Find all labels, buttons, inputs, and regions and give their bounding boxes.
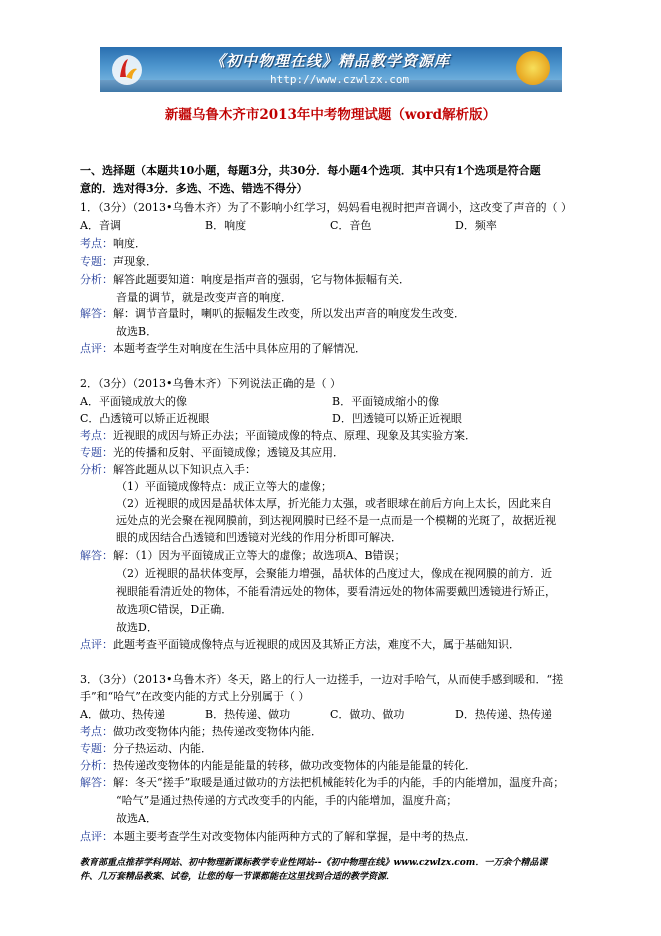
zhuanti-label: 专题： [80,255,113,268]
q2-option-b: B．平面镜成缩小的像 [332,395,440,408]
section-heading-cont: 意的．选对得3分．多选、不选、错选不得分） [80,182,308,195]
header-banner [100,47,562,92]
site-logo-icon [110,53,144,87]
q1-zhuanti [80,254,157,269]
fenxi-label: 分析： [80,273,113,286]
q3-option-c: C．做功、做功 [330,708,405,721]
dianping-text: 本题考查学生对响度在生活中具体应用的了解情况． [113,342,366,355]
dianping-label: 点评： [80,638,113,651]
jieda-label: 解答： [80,307,113,320]
q2-stem: 2．（3分）（2013•乌鲁木齐）下列说法正确的是（ ） [80,377,341,390]
q1-kaodian [80,236,146,251]
q3-option-b: B．热传递、做功 [205,708,291,721]
q1-fenxi [80,272,410,287]
zhuanti-label: 专题： [80,742,113,755]
q3-zhuanti [80,741,212,756]
fenxi-label: 分析： [80,463,113,476]
q2-fenxi-4: 远处点的光会聚在视网膜前，到达视网膜时已经不是一点而是一个模糊的光斑了，故据近视 [116,514,556,527]
q2-zhuanti [80,445,344,460]
q1-option-b: B．响度 [205,219,247,232]
q2-jieda-3: 视眼能看清近处的物体，不能看清远处的物体，要看清远处的物体需要戴凹透镜进行矫正， [116,585,556,598]
q2-jieda-2: （2）近视眼的晶状体变厚，会聚能力增强，晶状体的凸度过大，像成在视网膜的前方．近 [116,567,552,580]
q3-jieda-3: 故选A． [116,812,157,825]
q2-option-a: A．平面镜成放大的像 [80,395,187,408]
q3-stem-cont: 手”和“哈气”在改变内能的方式上分别属于（ ） [80,690,310,703]
section-heading: 一、选择题（本题共10小题，每题3分，共30分．每小题4个选项．其中只有1个选项是符合题 [80,164,541,177]
kaodian-label: 考点： [80,429,113,442]
jieda-label: 解答： [80,776,113,789]
dianping-text: 此题考查平面镜成像特点与近视眼的成因及其矫正方法，难度不大，属于基础知识． [113,638,520,651]
jieda-text: 解：调节音量时，喇叭的振幅发生改变，所以发出声音的响度发生改变． [113,307,465,320]
q3-option-d: D．热传递、热传递 [455,708,552,721]
q1-jieda [80,306,465,321]
q1-jieda-2: 故选B． [116,325,158,338]
q3-fenxi [80,758,476,773]
footer-text-cont: 件、几万套精品教案、试卷，让您的每一节课都能在这里找到合适的教学资源． [80,872,396,882]
fenxi-label: 分析： [80,759,113,772]
zhuanti-text: 分子热运动、内能． [113,742,212,755]
q2-kaodian [80,428,476,443]
zhuanti-text: 声现象． [113,255,157,268]
q2-fenxi-3: （2）近视眼的成因是晶状体太厚，折光能力太强，或者眼球在前后方向上太长，因此来自 [116,497,552,510]
q1-option-a: A．音调 [80,219,121,232]
fenxi-text: 解答此题要知道：响度是指声音的强弱，它与物体振幅有关． [113,273,410,286]
sunflower-icon [516,51,550,85]
jieda-text: 解：冬天“搓手”取暖是通过做功的方法把机械能转化为手的内能，手的内能增加，温度升高； [113,776,565,789]
jieda-text: 解：（1）因为平面镜成正立等大的虚像；故选项A、B错误； [113,549,406,562]
q2-fenxi [80,462,256,477]
dianping-label: 点评： [80,830,113,843]
q2-option-d: D．凹透镜可以矫正近视眼 [332,412,462,425]
q3-jieda-2: “哈气”是通过热传递的方式改变手的内能，手的内能增加，温度升高； [116,794,458,807]
q2-jieda-4: 故选项C错误，D正确． [116,603,233,616]
banner-url: http://www.czwlzx.com [270,73,410,86]
q2-dianping [80,637,520,652]
q2-fenxi-5: 眼的成因结合凸透镜和凹透镜对光线的作用分析即可解决． [116,531,402,544]
q2-fenxi-2: （1）平面镜成像特点：成正立等大的虚像； [116,480,332,493]
jieda-label: 解答： [80,549,113,562]
q1-fenxi-2: 音量的调节，就是改变声音的响度． [116,291,292,304]
kaodian-text: 做功改变物体内能；热传递改变物体内能． [113,725,322,738]
page-title: 新疆乌鲁木齐市2013年中考物理试题（word解析版） [164,107,497,123]
q3-kaodian [80,724,322,739]
q2-jieda [80,548,406,563]
dianping-text: 本题主要考查学生对改变物体内能两种方式的了解和掌握，是中考的热点． [113,830,476,843]
dianping-label: 点评： [80,342,113,355]
kaodian-text: 近视眼的成因与矫正办法；平面镜成像的特点、原理、现象及其实验方案． [113,429,476,442]
zhuanti-text: 光的传播和反射、平面镜成像；透镜及其应用． [113,446,344,459]
footer-text: 教育部重点推荐学科网站、初中物理新课标教学专业性网站--《初中物理在线》www.czwlzx.com．一万余个精品课 [80,858,548,868]
zhuanti-label: 专题： [80,446,113,459]
q1-stem: 1．（3分）（2013•乌鲁木齐）为了不影响小红学习，妈妈看电视时把声音调小，这改变了声音的（ ） [80,201,572,214]
q1-option-d: D．频率 [455,219,497,232]
q1-dianping [80,341,366,356]
q1-option-c: C．音色 [330,219,372,232]
fenxi-text: 解答此题从以下知识点入手： [113,463,256,476]
q3-stem: 3．（3分）（2013•乌鲁木齐）冬天，路上的行人一边搓手，一边对手哈气，从而使手感到暖和．“搓 [80,673,564,686]
banner-title: 《初中物理在线》精品教学资源库 [210,52,451,70]
q3-dianping [80,829,476,844]
kaodian-label: 考点： [80,237,113,250]
q2-option-c: C．凸透镜可以矫正近视眼 [80,412,210,425]
kaodian-label: 考点： [80,725,113,738]
kaodian-text: 响度． [113,237,146,250]
fenxi-text: 热传递改变物体的内能是能量的转移，做功改变物体的内能是能量的转化． [113,759,476,772]
q2-jieda-5: 故选D． [116,621,158,634]
q3-option-a: A．做功、热传递 [80,708,165,721]
q3-jieda [80,775,564,790]
